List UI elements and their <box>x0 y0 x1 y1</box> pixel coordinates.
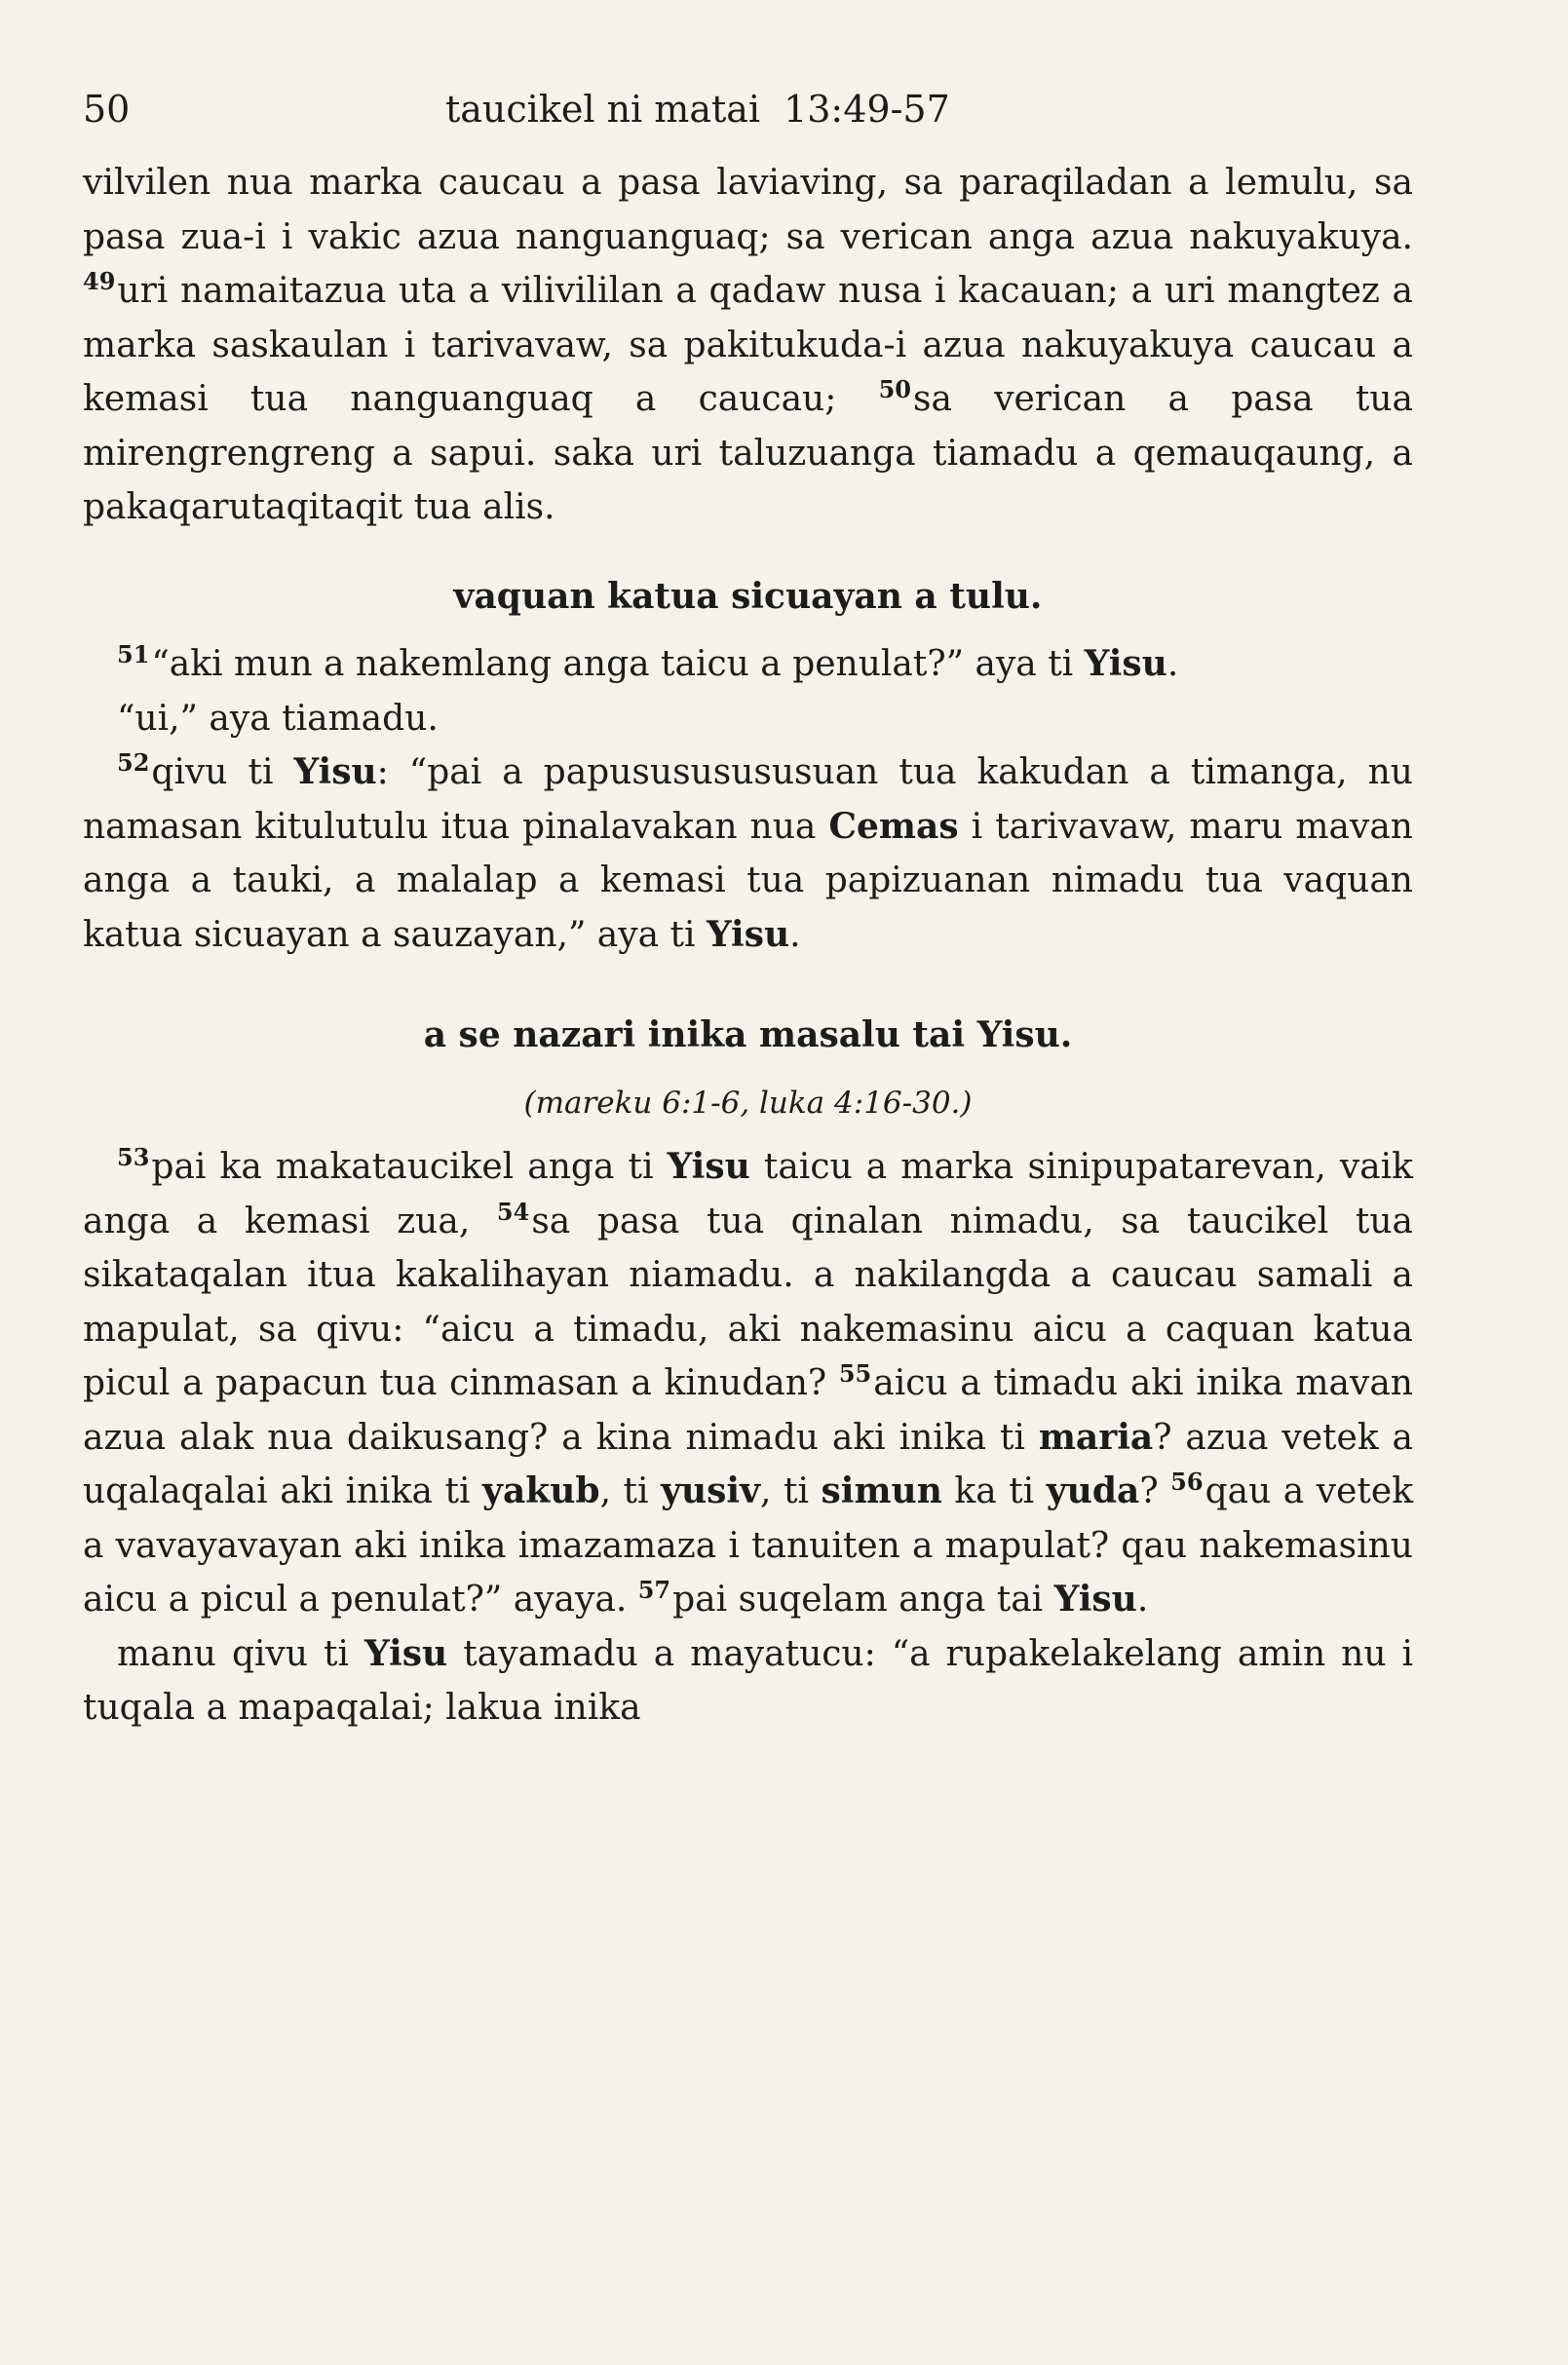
final-text-a: manu qivu ti <box>117 1633 350 1674</box>
name-yuda: yuda <box>1046 1470 1140 1511</box>
verse-number-57: 57 <box>637 1576 671 1604</box>
name-yisu: Yisu <box>293 751 377 792</box>
verse-number-52: 52 <box>117 748 150 777</box>
punct: . <box>1136 1580 1149 1620</box>
body-text <box>83 156 1413 1736</box>
reply-paragraph <box>83 692 1413 746</box>
verse-57-text: pai suqelam anga tai <box>672 1580 1044 1620</box>
verse-54-text: sa pasa tua qinalan nimadu, sa taucikel tua sikataqalan itua kakalihayan niamadu. a nakilangda a caucau samali a mapulat, sa qivu: “aicu a timadu, aki nakemasinu aicu a caquan katua picul a papacun tua cinmasan a kinudan? <box>83 1201 1414 1403</box>
verse-number-54: 54 <box>496 1197 530 1226</box>
verse-53-text-a: pai ka makataucikel anga ti <box>151 1147 654 1187</box>
verse-51-paragraph <box>83 637 1413 692</box>
verse-number-56: 56 <box>1170 1468 1204 1496</box>
para1-text-a: vilvilen nua marka caucau a pasa laviaving, sa paraqiladan a lemulu, sa pasa zua-i i vakic azua nanguanguaq; sa verican anga azua nakuyakuya. <box>83 163 1413 257</box>
running-title <box>445 88 950 131</box>
name-cemas: Cemas <box>828 805 959 847</box>
verse-number-49: 49 <box>83 267 116 295</box>
name-yisu: Yisu <box>1053 1579 1137 1620</box>
name-simun: simun <box>821 1470 942 1511</box>
paragraph-1 <box>83 156 1413 535</box>
section-heading-1: vaquan katua sicuayan a tulu. <box>453 575 1043 617</box>
reply-text: “ui,” aya tiamadu. <box>117 698 439 739</box>
name-maria: maria <box>1038 1416 1154 1458</box>
chapter-reference: 13:49-57 <box>784 88 950 131</box>
page-number: 50 <box>83 88 131 131</box>
page <box>83 88 1413 1736</box>
running-header <box>83 88 1413 156</box>
verse-55-text-a: aicu a timadu aki inika mavan azua alak nua daikusang? a kina nimadu aki inika ti <box>83 1363 1413 1458</box>
verse-number-51: 51 <box>117 640 150 668</box>
verse-52-text-b: : “pai a papusususususuan tua kakudan a timanga, nu namasan kitulutulu itua pinalavakan nua <box>83 752 1413 847</box>
verse-49-text: uri namaitazua uta a vilivililan a qadaw nusa i kacauan; a uri mangtez a marka saskaulan i tarivavaw, sa pakitukuda-i azua nakuyakuya caucau a kemasi tua nanguanguaq a caucau; <box>83 271 1413 419</box>
name-yisu: Yisu <box>706 913 790 955</box>
verse-55-text-e: ka ti <box>954 1471 1035 1511</box>
verse-53-text-b: taicu a marka sinipupatarevan, vaik anga a kemasi zua, <box>83 1147 1413 1241</box>
punct: , ti <box>760 1471 809 1511</box>
name-yisu: Yisu <box>364 1632 448 1674</box>
name-yisu: Yisu <box>1084 643 1167 684</box>
book-title: taucikel ni matai <box>445 88 761 131</box>
verse-52-paragraph <box>83 745 1413 962</box>
name-yakub: yakub <box>482 1470 600 1511</box>
name-yisu: Yisu <box>667 1146 750 1187</box>
name-yusiv: yusiv <box>661 1470 761 1511</box>
verse-55-text-b: ? azua vetek a uqalaqalai aki inika ti <box>83 1417 1413 1511</box>
punct: . <box>1166 644 1179 684</box>
verse-52-text-c: i tarivavaw, maru mavan anga a tauki, a malalap a kemasi tua papizuanan nimadu tua vaquan katua sicuayan a sauzayan,” aya ti <box>83 806 1413 955</box>
verse-51-text: “aki mun a nakemlang anga taicu a penulat?” aya ti <box>151 644 1074 684</box>
punct: , ti <box>599 1471 649 1511</box>
verse-number-53: 53 <box>117 1143 150 1171</box>
section-heading-2: a se nazari inika masalu tai Yisu. <box>423 1014 1073 1055</box>
verse-56-text: qau a vetek a vavayavayan aki inika imazamaza i tanuiten a mapulat? qau nakemasinu aicu a picul a penulat?” ayaya. <box>83 1471 1414 1620</box>
verse-53-paragraph <box>83 1140 1413 1627</box>
cross-reference: (mareku 6:1-6, luka 4:16-30.) <box>523 1085 973 1121</box>
verse-number-55: 55 <box>838 1359 872 1388</box>
final-paragraph <box>83 1627 1413 1736</box>
punct: ? <box>1139 1471 1159 1511</box>
verse-50-text: sa verican a pasa tua mirengrengreng a sapui. saka uri taluzuanga tiamadu a qemauqaung, a pakaqarutaqitaqit tua alis. <box>83 379 1413 527</box>
verse-number-50: 50 <box>878 375 911 403</box>
final-text-b: tayamadu a mayatucu: “a rupakelakelang amin nu i tuqala a mapaqalai; lakua inika <box>83 1633 1414 1728</box>
punct: . <box>789 914 801 955</box>
verse-52-text-a: qivu ti <box>151 752 274 792</box>
